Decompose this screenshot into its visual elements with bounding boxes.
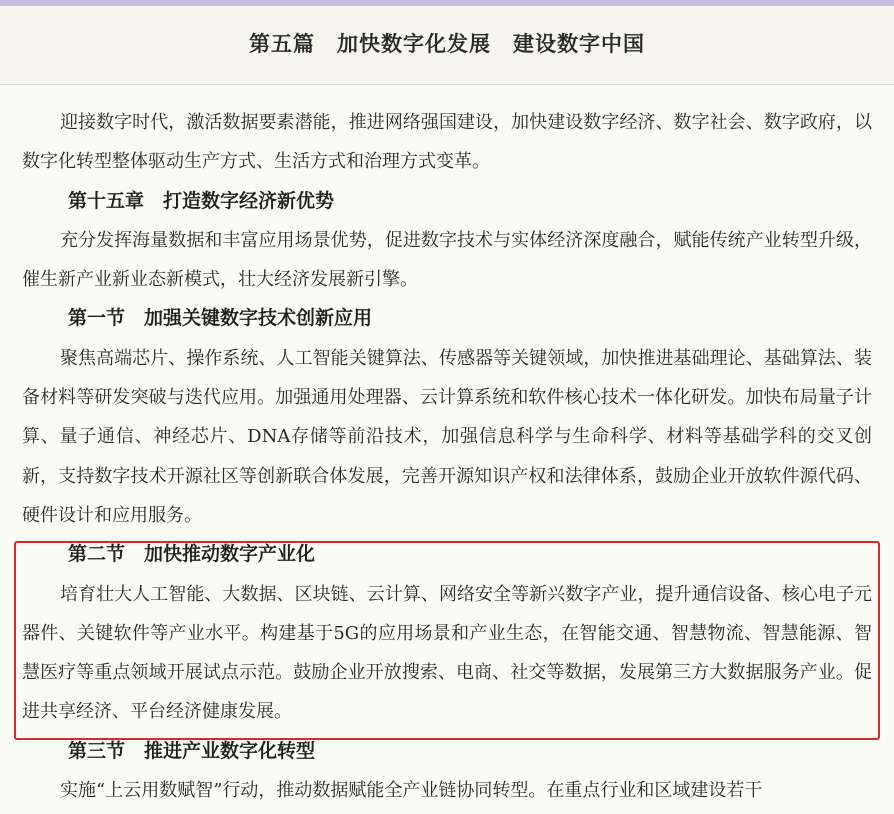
intro-paragraph: 迎接数字时代，激活数据要素潜能，推进网络强国建设，加快建设数字经济、数字社会、数字政府，以数字化转型整体驱动生产方式、生活方式和治理方式变革。	[22, 112, 872, 173]
section-1-paragraph: 聚焦高端芯片、操作系统、人工智能关键算法、传感器等关键领域，加快推进基础理论、基础算法、装备材料等研发突破与迭代应用。加强通用处理器、云计算系统和软件核心技术一体化研发。加快布局量子计算、量子通信、神经芯片、DNA存储等前沿技术，加强信息科学与生命科学、材料等基础学科的交叉创新，支持数字技术开源社区等创新联合体发展，完善开源知识产权和法律体系，鼓励企业开放软件源代码、硬件设计和应用服务。	[22, 347, 872, 526]
section-3-paragraph: 实施“上云用数赋智”行动，推动数据赋能全产业链协同转型。在重点行业和区域建设若干	[60, 780, 763, 802]
chapter-15-paragraph: 充分发挥海量数据和丰富应用场景优势，促进数字技术与实体经济深度融合，赋能传统产业转型升级，催生新产业新业态新模式，壮大经济发展新引擎。	[22, 229, 872, 291]
document-body	[22, 103, 872, 810]
page-title: 第五篇 加快数字化发展 建设数字中国	[249, 31, 645, 56]
section-3-heading: 第三节 推进产业数字化转型	[68, 739, 316, 762]
chapter-15-heading: 第十五章 打造数字经济新优势	[68, 189, 335, 212]
section-2-paragraph: 培育壮大人工智能、大数据、区块链、云计算、网络安全等新兴数字产业，提升通信设备、核心电子元器件、关键软件等产业水平。构建基于5G的应用场景和产业生态，在智能交通、智慧物流、智慧能源、智慧医疗等重点领域开展试点示范。鼓励企业开放搜索、电商、社交等数据，发展第三方大数据服务产业。促进共享经济、平台经济健康发展。	[22, 583, 872, 723]
section-2-heading: 第二节 加快推动数字产业化	[68, 543, 316, 566]
section-1-heading: 第一节 加强关键数字技术创新应用	[68, 307, 373, 330]
